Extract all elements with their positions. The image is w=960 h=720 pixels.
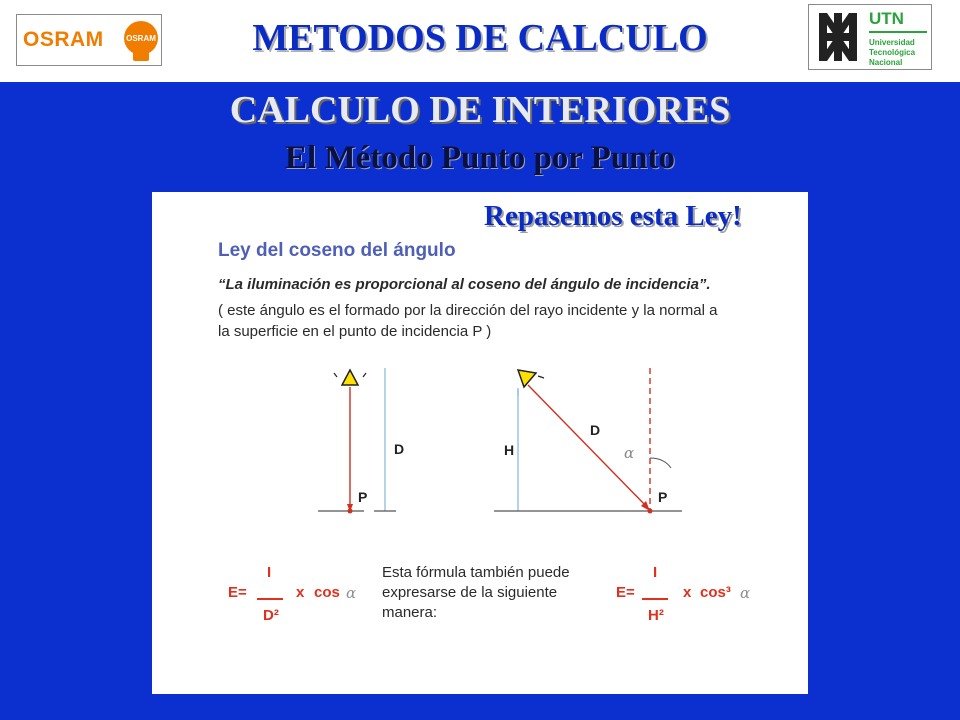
left-diagram — [318, 368, 404, 514]
angle-label: α — [624, 444, 635, 462]
right-formula-func: cos³ — [700, 584, 731, 601]
page-title: METODOS DE CALCULO — [252, 17, 708, 59]
right-formula-denominator: H² — [648, 607, 664, 624]
left-point-label: P — [358, 489, 368, 505]
utn-divider — [869, 31, 927, 33]
angle-arc — [650, 458, 671, 468]
bulb-icon — [121, 18, 161, 64]
utn-emblem-icon — [813, 9, 863, 65]
law-note-line-1: ( este ángulo es el formado por la dirección del rayo incidente y la normal a — [218, 302, 718, 319]
utn-line-3: Nacional — [869, 58, 903, 67]
left-formula-angle: α — [346, 584, 357, 602]
section-subtitle: CALCULO DE INTERIORES — [229, 89, 731, 131]
lamp-icon — [342, 370, 358, 385]
formula-note-line-1: Esta fórmula también puede — [382, 564, 570, 581]
osram-logo — [16, 14, 162, 66]
formula-note-line-2: expresarse de la siguiente — [382, 584, 558, 601]
left-formula-numerator: I — [267, 564, 272, 581]
right-diagram — [494, 368, 682, 514]
law-note-line-2: la superficie en el punto de incidencia P ) — [218, 323, 492, 340]
left-distance-label: D — [394, 441, 405, 457]
formula-note — [382, 563, 602, 623]
method-title: El Método Punto por Punto — [285, 140, 675, 176]
utn-logo — [808, 4, 932, 70]
lamp-icon — [518, 370, 536, 387]
left-formula-func: cos — [314, 584, 340, 601]
review-callout: Repasemos esta Ley! — [484, 200, 742, 232]
right-formula-angle: α — [740, 584, 751, 602]
law-quote: “La iluminación es proporcional al coseno del ángulo de incidencia”. — [218, 276, 711, 293]
left-formula-denominator: D² — [263, 607, 279, 624]
right-distance-label: D — [590, 422, 601, 438]
law-heading: Ley del coseno del ángulo — [218, 240, 456, 261]
left-formula-lhs: E= — [228, 584, 247, 601]
left-formula-times: x — [296, 584, 305, 601]
utn-abbr: UTN — [869, 9, 904, 28]
right-height-label: H — [504, 442, 515, 458]
right-formula-times: x — [683, 584, 692, 601]
right-formula-numerator: I — [653, 564, 658, 581]
utn-line-2: Tecnológica — [869, 48, 916, 57]
utn-line-1: Universidad — [869, 38, 915, 47]
right-formula-lhs: E= — [616, 584, 635, 601]
right-point-label: P — [658, 489, 668, 505]
formula-note-line-3: manera: — [382, 604, 438, 621]
bulb-text: OSRAM — [126, 34, 156, 43]
osram-wordmark: OSRAM — [23, 28, 104, 51]
